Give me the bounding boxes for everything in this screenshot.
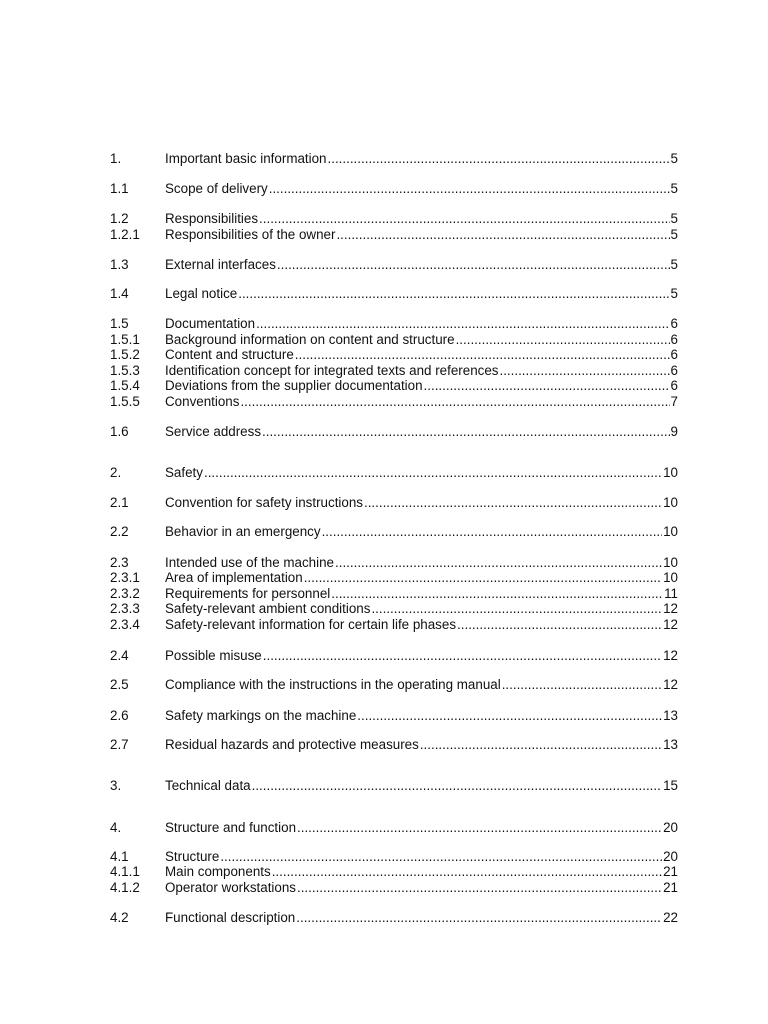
toc-entry[interactable] — [110, 363, 678, 379]
toc-leader — [238, 286, 669, 302]
toc-number: 2. — [110, 465, 122, 480]
toc-entry[interactable] — [110, 524, 678, 540]
toc-page-number: 6 — [670, 378, 678, 393]
toc-number: 4.1.1 — [110, 864, 140, 879]
toc-number: 1.4 — [110, 286, 129, 301]
toc-leader — [499, 363, 669, 379]
toc-leader — [420, 737, 662, 753]
toc-title: Background information on content and structure — [165, 332, 455, 347]
toc-leader — [259, 211, 670, 227]
toc-title: Structure — [165, 849, 220, 864]
toc-leader — [457, 617, 662, 633]
toc-page-number: 13 — [663, 737, 678, 752]
toc-entry[interactable] — [110, 465, 678, 481]
toc-leader — [424, 378, 670, 394]
toc-page-number: 5 — [670, 286, 678, 301]
toc-entry[interactable] — [110, 677, 678, 693]
toc-entry[interactable] — [110, 332, 678, 348]
toc-title: Intended use of the machine — [165, 555, 334, 570]
toc-leader — [328, 151, 670, 167]
toc-number: 1.5.1 — [110, 332, 140, 347]
toc-entry[interactable] — [110, 778, 678, 794]
toc-leader — [295, 347, 670, 363]
toc-page-number: 11 — [664, 586, 678, 601]
toc-number: 1.5.3 — [110, 363, 140, 378]
toc-page-number: 6 — [670, 332, 678, 347]
toc-page-number: 5 — [670, 211, 678, 226]
toc-title: Deviations from the supplier documentation — [165, 378, 423, 393]
toc-leader — [357, 708, 662, 724]
toc-entry[interactable] — [110, 880, 678, 896]
toc-entry[interactable] — [110, 648, 678, 664]
toc-page-number: 6 — [670, 363, 678, 378]
toc-number: 1.5 — [110, 316, 129, 331]
toc-number: 2.7 — [110, 737, 129, 752]
toc-number: 3. — [110, 778, 122, 793]
toc-title: Functional description — [165, 910, 296, 925]
toc-entry[interactable] — [110, 708, 678, 724]
toc-number: 2.5 — [110, 677, 129, 692]
toc-number: 1.1 — [110, 181, 129, 196]
toc-title: Structure and function — [165, 820, 297, 835]
toc-page-number: 12 — [663, 601, 678, 616]
toc-number: 1.6 — [110, 424, 129, 439]
toc-title: Possible misuse — [165, 648, 262, 663]
toc-number: 2.3.1 — [110, 570, 140, 585]
toc-number: 1. — [110, 151, 122, 166]
toc-title: Compliance with the instructions in the operating manual — [165, 677, 501, 692]
toc-entry[interactable] — [110, 849, 678, 865]
toc-page-number: 9 — [670, 424, 678, 439]
toc-entry[interactable] — [110, 181, 678, 197]
toc-title: Safety — [165, 465, 203, 480]
toc-page-number: 20 — [663, 849, 678, 864]
toc-leader — [262, 424, 670, 440]
toc-leader — [304, 570, 662, 586]
toc-entry[interactable] — [110, 495, 678, 511]
toc-entry[interactable] — [110, 378, 678, 394]
toc-entry[interactable] — [110, 151, 678, 167]
toc-number: 4.1.2 — [110, 880, 140, 895]
toc-title: Requirements for personnel — [165, 586, 331, 601]
toc-leader — [252, 778, 662, 794]
toc-title: Responsibilities of the owner — [165, 227, 336, 242]
toc-page-number: 21 — [663, 864, 678, 879]
toc-page-number: 12 — [663, 677, 678, 692]
toc-entry[interactable] — [110, 570, 678, 586]
toc-entry[interactable] — [110, 617, 678, 633]
toc-leader — [220, 849, 662, 865]
toc-title: Legal notice — [165, 286, 238, 301]
toc-leader — [256, 316, 669, 332]
toc-entry[interactable] — [110, 864, 678, 880]
toc-title: Safety markings on the machine — [165, 708, 357, 723]
toc-number: 2.3.2 — [110, 586, 140, 601]
toc-page-number: 10 — [663, 555, 678, 570]
toc-page-number: 6 — [670, 347, 678, 362]
toc-page-number: 7 — [670, 394, 678, 409]
toc-title: Convention for safety instructions — [165, 495, 363, 510]
toc-title: Safety-relevant information for certain life phases — [165, 617, 457, 632]
toc-leader — [322, 524, 663, 540]
toc-number: 2.3.3 — [110, 601, 140, 616]
toc-page-number: 22 — [663, 910, 678, 925]
toc-leader — [297, 880, 662, 896]
toc-leader — [502, 677, 662, 693]
toc-page-number: 10 — [663, 524, 678, 539]
toc-page-number: 10 — [663, 495, 678, 510]
toc-title: Identification concept for integrated texts and references — [165, 363, 499, 378]
toc-page-number: 5 — [670, 181, 678, 196]
toc-title: Content and structure — [165, 347, 294, 362]
toc-number: 1.5.4 — [110, 378, 140, 393]
toc-number: 4.2 — [110, 910, 129, 925]
toc-entry[interactable] — [110, 555, 678, 571]
toc-title: Main components — [165, 864, 271, 879]
toc-leader — [269, 181, 670, 197]
toc-page-number: 20 — [663, 820, 678, 835]
toc-title: Conventions — [165, 394, 240, 409]
toc-page-number: 5 — [670, 257, 678, 272]
toc-title: Behavior in an emergency — [165, 524, 321, 539]
toc-page-number: 15 — [663, 778, 678, 793]
toc-leader — [240, 394, 669, 410]
toc-page-number: 21 — [663, 880, 678, 895]
toc-page-number: 10 — [663, 570, 678, 585]
toc-leader — [277, 257, 670, 273]
toc-entry[interactable] — [110, 601, 678, 617]
toc-page-number: 6 — [670, 316, 678, 331]
toc-leader — [336, 227, 669, 243]
toc-title: Safety-relevant ambient conditions — [165, 601, 371, 616]
toc-entry[interactable] — [110, 316, 678, 332]
toc-title: Important basic information — [165, 151, 327, 166]
toc-entry[interactable] — [110, 737, 678, 753]
toc-page-number: 5 — [670, 151, 678, 166]
toc-leader — [456, 332, 670, 348]
toc-number: 1.2.1 — [110, 227, 140, 242]
toc-leader — [272, 864, 662, 880]
toc-number: 4. — [110, 820, 122, 835]
toc-entry[interactable] — [110, 286, 678, 302]
toc-entry[interactable] — [110, 211, 678, 227]
toc-page-number: 5 — [670, 227, 678, 242]
toc-number: 2.6 — [110, 708, 129, 723]
toc-entry[interactable] — [110, 586, 678, 602]
toc-leader — [371, 601, 662, 617]
toc-leader — [204, 465, 662, 481]
toc-number: 1.5.2 — [110, 347, 140, 362]
toc-entry[interactable] — [110, 347, 678, 363]
toc-number: 2.1 — [110, 495, 129, 510]
toc-entry[interactable] — [110, 257, 678, 273]
toc-entry[interactable] — [110, 394, 678, 410]
toc-number: 1.2 — [110, 211, 129, 226]
toc-number: 2.2 — [110, 524, 129, 539]
toc-title: Area of implementation — [165, 570, 303, 585]
toc-title: Scope of delivery — [165, 181, 268, 196]
toc-title: Residual hazards and protective measures — [165, 737, 419, 752]
toc-number: 1.3 — [110, 257, 129, 272]
toc-title: Technical data — [165, 778, 251, 793]
toc-leader — [263, 648, 662, 664]
toc-number: 2.3 — [110, 555, 129, 570]
toc-number: 4.1 — [110, 849, 129, 864]
toc-leader — [331, 586, 663, 602]
toc-leader — [296, 910, 662, 926]
toc-title: External interfaces — [165, 257, 276, 272]
toc-page-number: 12 — [663, 648, 678, 663]
toc-title: Responsibilities — [165, 211, 259, 226]
toc-entry[interactable] — [110, 910, 678, 926]
toc-entry[interactable] — [110, 424, 678, 440]
toc-title: Documentation — [165, 316, 256, 331]
toc-entry[interactable] — [110, 227, 678, 243]
toc-page-number: 12 — [663, 617, 678, 632]
toc-page-number: 13 — [663, 708, 678, 723]
toc-entry[interactable] — [110, 820, 678, 836]
toc-leader — [335, 555, 662, 571]
toc-leader — [364, 495, 662, 511]
toc-number: 1.5.5 — [110, 394, 140, 409]
toc-page-number: 10 — [663, 465, 678, 480]
toc-title: Operator workstations — [165, 880, 296, 895]
toc-number: 2.3.4 — [110, 617, 140, 632]
toc-title: Service address — [165, 424, 262, 439]
toc-number: 2.4 — [110, 648, 129, 663]
toc-leader — [297, 820, 662, 836]
